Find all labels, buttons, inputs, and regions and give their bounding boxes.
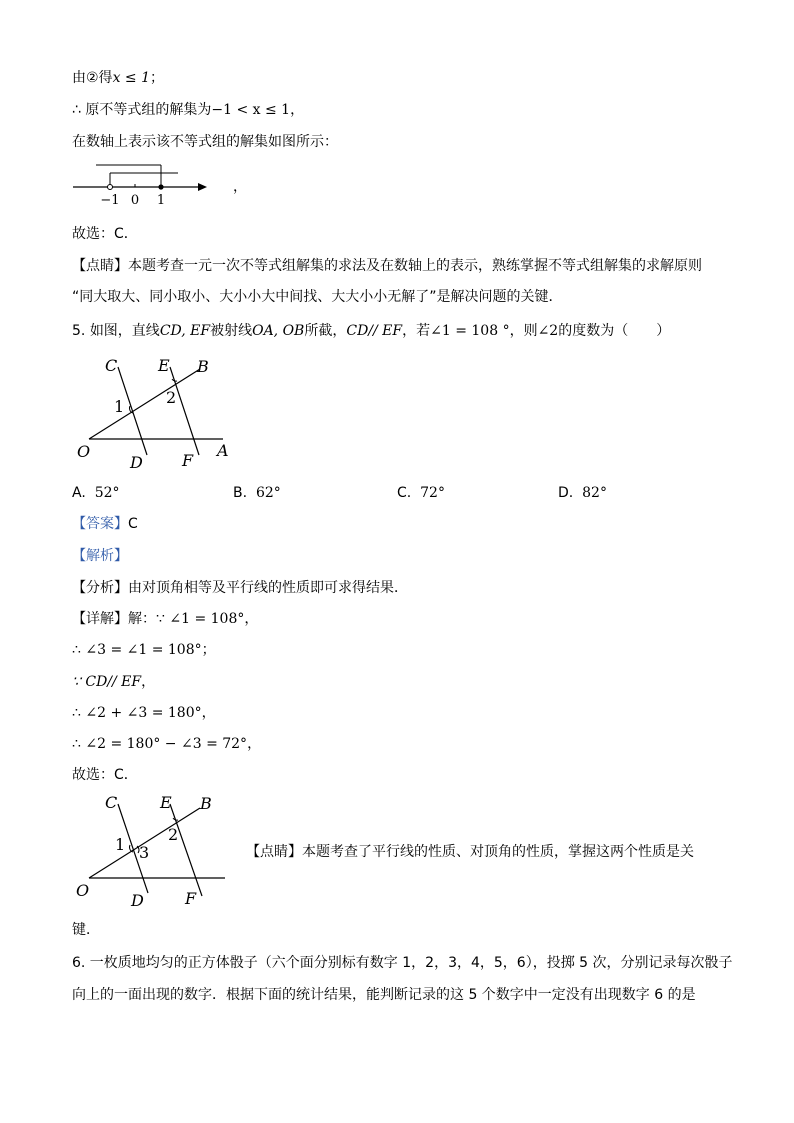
label-angle-1: 1: [115, 835, 126, 854]
comment-line-1: [72, 257, 702, 275]
math-expression: −1 < x ≤ 1: [211, 102, 291, 118]
answer-line: [72, 515, 138, 533]
option-value: 72°: [420, 485, 445, 501]
label-C: C: [105, 793, 118, 812]
line-EF: [170, 804, 202, 896]
comment-line-2: “同大取大、同小取小、大小小大中间找、大大小小无解了”是解决问题的关键．: [72, 289, 563, 305]
fenxi-line: [72, 579, 408, 597]
option-letter: D.: [558, 485, 574, 501]
q-text: 的度数为（ ）: [558, 323, 671, 339]
punctuation: ，: [201, 705, 216, 721]
geometry-figure-2: [70, 790, 240, 915]
fenxi-tag: 【分析】: [72, 580, 128, 596]
label-D: D: [131, 891, 144, 910]
q-math: ∠2: [537, 323, 559, 339]
q-math: OA, OB: [252, 323, 305, 339]
question-6-line-1: 6. 一枚质地均匀的正方体骰子（六个面分别标有数字 1，2，3，4，5，6），投掷 5 次，分别记录每次骰子: [72, 955, 733, 971]
step-4: [72, 735, 261, 753]
solution-set-line: [72, 101, 304, 119]
label-A: A: [217, 441, 229, 460]
step-text: 由②得: [72, 70, 113, 86]
label-angle-3: 3: [139, 843, 150, 862]
label-C: C: [105, 356, 118, 375]
question-6-line-2: 向上的一面出现的数字．根据下面的统计结果，能判断记录的这 5 个数字中一定没有出现数字 6 的是: [72, 987, 696, 1003]
comment-2-line: [246, 843, 694, 861]
q-text: ，若: [402, 323, 431, 339]
option-value: 82°: [582, 485, 607, 501]
comment-text: 本题考查一元一次不等式组解集的求法及在数轴上的表示，熟练掌握不等式组解集的求解原则: [128, 258, 702, 274]
option-a: [72, 484, 120, 502]
answer-value: C: [128, 516, 138, 532]
comment-text: 本题考查了平行线的性质、对顶角的性质，掌握这两个性质是关: [302, 844, 694, 860]
number-line-figure: [70, 160, 250, 210]
question-number: 5.: [72, 323, 90, 339]
step-2: [72, 673, 155, 691]
line-EF: [170, 367, 199, 455]
geometry-figure-1: [70, 355, 240, 475]
answer-tag: 【答案】: [72, 516, 128, 532]
label-O: O: [77, 442, 91, 461]
q-text: ，则: [509, 323, 538, 339]
math-expression: x ≤ 1: [112, 70, 150, 86]
punctuation: ，: [141, 674, 156, 690]
q-text: 被射线: [210, 323, 253, 339]
punctuation: ；: [201, 642, 216, 658]
label-F: F: [182, 451, 194, 470]
detail-text: 解：: [128, 611, 156, 627]
label-one: 1: [156, 193, 166, 208]
q-text: 如图，直线: [89, 323, 160, 339]
option-d: [558, 484, 607, 502]
choose-line-1: 故选：C．: [72, 226, 138, 242]
label-B: B: [197, 357, 209, 376]
q-math: ∠1 = 108 °: [430, 323, 510, 339]
question-5: [72, 322, 670, 340]
label-E: E: [160, 793, 172, 812]
detail-line: [72, 610, 258, 628]
detail-tag: 【详解】: [72, 611, 128, 627]
option-c: [397, 484, 445, 502]
punctuation: ，: [244, 611, 259, 627]
option-letter: C.: [397, 485, 412, 501]
option-value: 52°: [94, 485, 120, 501]
step-1: [72, 641, 216, 659]
closed-point-icon: [158, 184, 163, 189]
option-letter: A.: [72, 485, 86, 501]
axis-arrow-icon: [198, 183, 207, 191]
step-text: ∴ 原不等式组的解集为: [72, 102, 212, 118]
option-b: [233, 484, 281, 502]
label-O: O: [76, 881, 90, 900]
analysis-heading: 【解析】: [72, 548, 128, 564]
punctuation: ，: [290, 102, 305, 118]
trailing-comma: ，: [233, 179, 247, 195]
math-expression: ∵ CD// EF: [72, 674, 142, 690]
choose-line-2: 故选：C．: [72, 767, 138, 783]
numberline-intro: 在数轴上表示该不等式组的解集如图所示：: [72, 134, 338, 150]
label-D: D: [130, 453, 143, 472]
comment-tag: 【点睛】: [246, 844, 302, 860]
label-angle-1: 1: [114, 397, 125, 416]
label-neg-one: −1: [100, 193, 120, 208]
option-letter: B.: [233, 485, 248, 501]
math-expression: ∴ ∠2 + ∠3 = 180°: [72, 705, 202, 721]
option-value: 62°: [255, 485, 281, 501]
step-line-1: [72, 69, 164, 87]
math-expression: ∵ ∠1 = 108°: [156, 611, 245, 627]
open-point-icon: [108, 185, 113, 190]
q-math: CD// EF: [346, 323, 403, 339]
label-F: F: [185, 889, 197, 908]
punctuation: ；: [150, 70, 164, 86]
fenxi-text: 由对顶角相等及平行线的性质即可求得结果．: [128, 580, 408, 596]
math-expression: ∴ ∠3 = ∠1 = 108°: [72, 642, 202, 658]
math-expression: ∴ ∠2 = 180° − ∠3 = 72°: [72, 736, 248, 752]
q-math: CD, EF: [159, 323, 211, 339]
comment-tag: 【点睛】: [72, 258, 128, 274]
comment-2-end: 键．: [72, 922, 100, 938]
q-text: 所截，: [304, 323, 347, 339]
label-zero: 0: [130, 193, 140, 208]
punctuation: ，: [247, 736, 262, 752]
label-angle-2: 2: [168, 825, 179, 844]
label-E: E: [158, 356, 170, 375]
ray-OB: [89, 369, 200, 439]
label-B: B: [200, 794, 212, 813]
label-angle-2: 2: [166, 388, 177, 407]
step-3: [72, 704, 216, 722]
